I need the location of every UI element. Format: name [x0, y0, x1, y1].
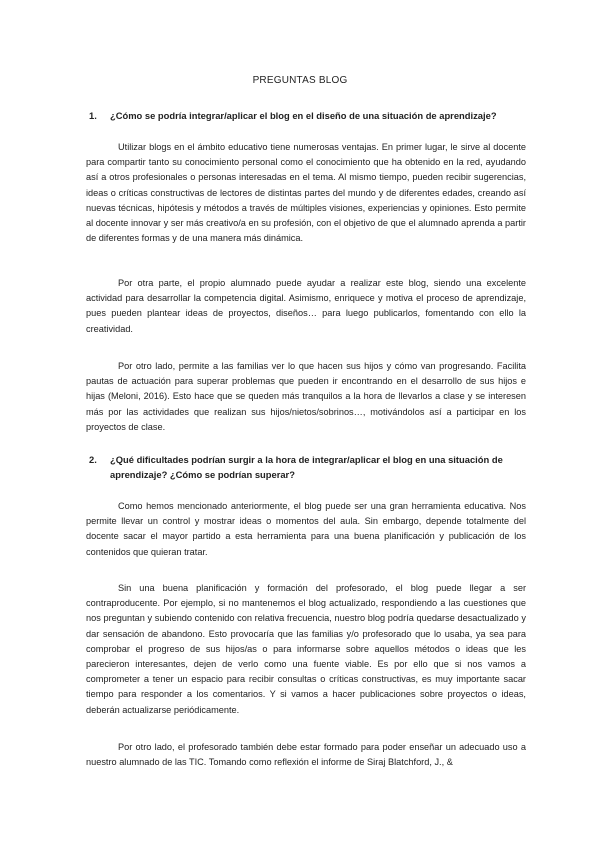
- question-heading-2: [89, 452, 529, 482]
- paragraph-1-2: Por otra parte, el propio alumnado puede ayudar a realizar este blog, siendo una excelente actividad para desarrollar la competencia digital. Asimismo, enriquece y motiva el proceso de aprendizaje, pues pueden plantear ideas de proyectos, diseños… para luego publicarlos, fomentando con ello la creatividad.: [86, 278, 526, 334]
- document-title: PREGUNTAS BLOG: [252, 75, 348, 86]
- question-text: ¿Qué dificultades podrían surgir a la hora de integrar/aplicar el blog en una situación de aprendizaje? ¿Cómo se podrían superar?: [110, 454, 503, 480]
- question-number: 1.: [89, 110, 97, 121]
- paragraph-1-3: Por otro lado, permite a las familias ver lo que hacen sus hijos y cómo van progresando. Facilita pautas de actuación para superar problemas que pueden ir encontrando en el desarrollo de sus hijos e hijas (Meloni, 2016). Esto hace que se queden más tranquilos a la hora de llevarlos a clase y se interesen más por las actividades que realizan sus hijos/nietos/sobrinos…, motivándolos así a participar en los proyectos de clase.: [86, 361, 526, 432]
- paragraph-2-3: Por otro lado, el profesorado también debe estar formado para poder enseñar un adecuado uso a nuestro alumnado de las TIC. Tomando como reflexión el informe de Siraj Blatchford, J., &: [86, 742, 526, 768]
- question-number: 2.: [89, 454, 97, 465]
- question-text: ¿Cómo se podría integrar/aplicar el blog en el diseño de una situación de aprendizaje?: [110, 110, 497, 121]
- paragraph-2-2: Sin una buena planificación y formación del profesorado, el blog puede llegar a ser contraproducente. Por ejemplo, si no mantenemos el blog actualizado, respondiendo a las cuestiones que nos preguntan y subiendo contenido con relativa frecuencia, nuestro blog podría quedarse desactualizado y dar sensación de abandono. Esto provocaría que las familias y/o profesorado que lo usaba, ya sea para comprobar el progreso de sus hijos/as o para informarse sobre aquellos métodos o ideas que les parecieron interesantes, dejen de verlo como una fuente viable. Es por ello que si nos vamos a comprometer a tener un espacio para recibir consultas o críticas constructivas, es muy importante sacar tiempo para responder a los comentarios. Y si vamos a hacer publicaciones sobre proyectos o ideas, deberán actualizarse periódicamente.: [86, 583, 526, 715]
- paragraph-1-1: Utilizar blogs en el ámbito educativo tiene numerosas ventajas. En primer lugar, le sirve al docente para compartir tanto su conocimiento personal como el conocimiento que ha obtenido en la red, ayudando así a otros profesionales o personas interesadas en el tema. Al mismo tiempo, pueden recibir sugerencias, ideas o críticas constructivas de lectores de distintas partes del mundo y de diferentes edades, creando así nuevas técnicas, hipótesis y métodos a través de múltiples visiones, experiencias y opiniones. Esto permite al docente innovar y ser más creativo/a en su profesión, con el objetivo de que el alumnado aprenda a partir de diferentes formas y de una manera más dinámica.: [86, 142, 526, 244]
- question-heading-1: [89, 108, 529, 123]
- paragraph-2-1: Como hemos mencionado anteriormente, el blog puede ser una gran herramienta educativa. Nos permite llevar un control y mostrar ideas o momentos del aula. Sin embargo, depende totalmente del docente sacar el mayor partido a esta herramienta para una buena planificación y publicación de los contenidos que quieran tratar.: [86, 501, 526, 557]
